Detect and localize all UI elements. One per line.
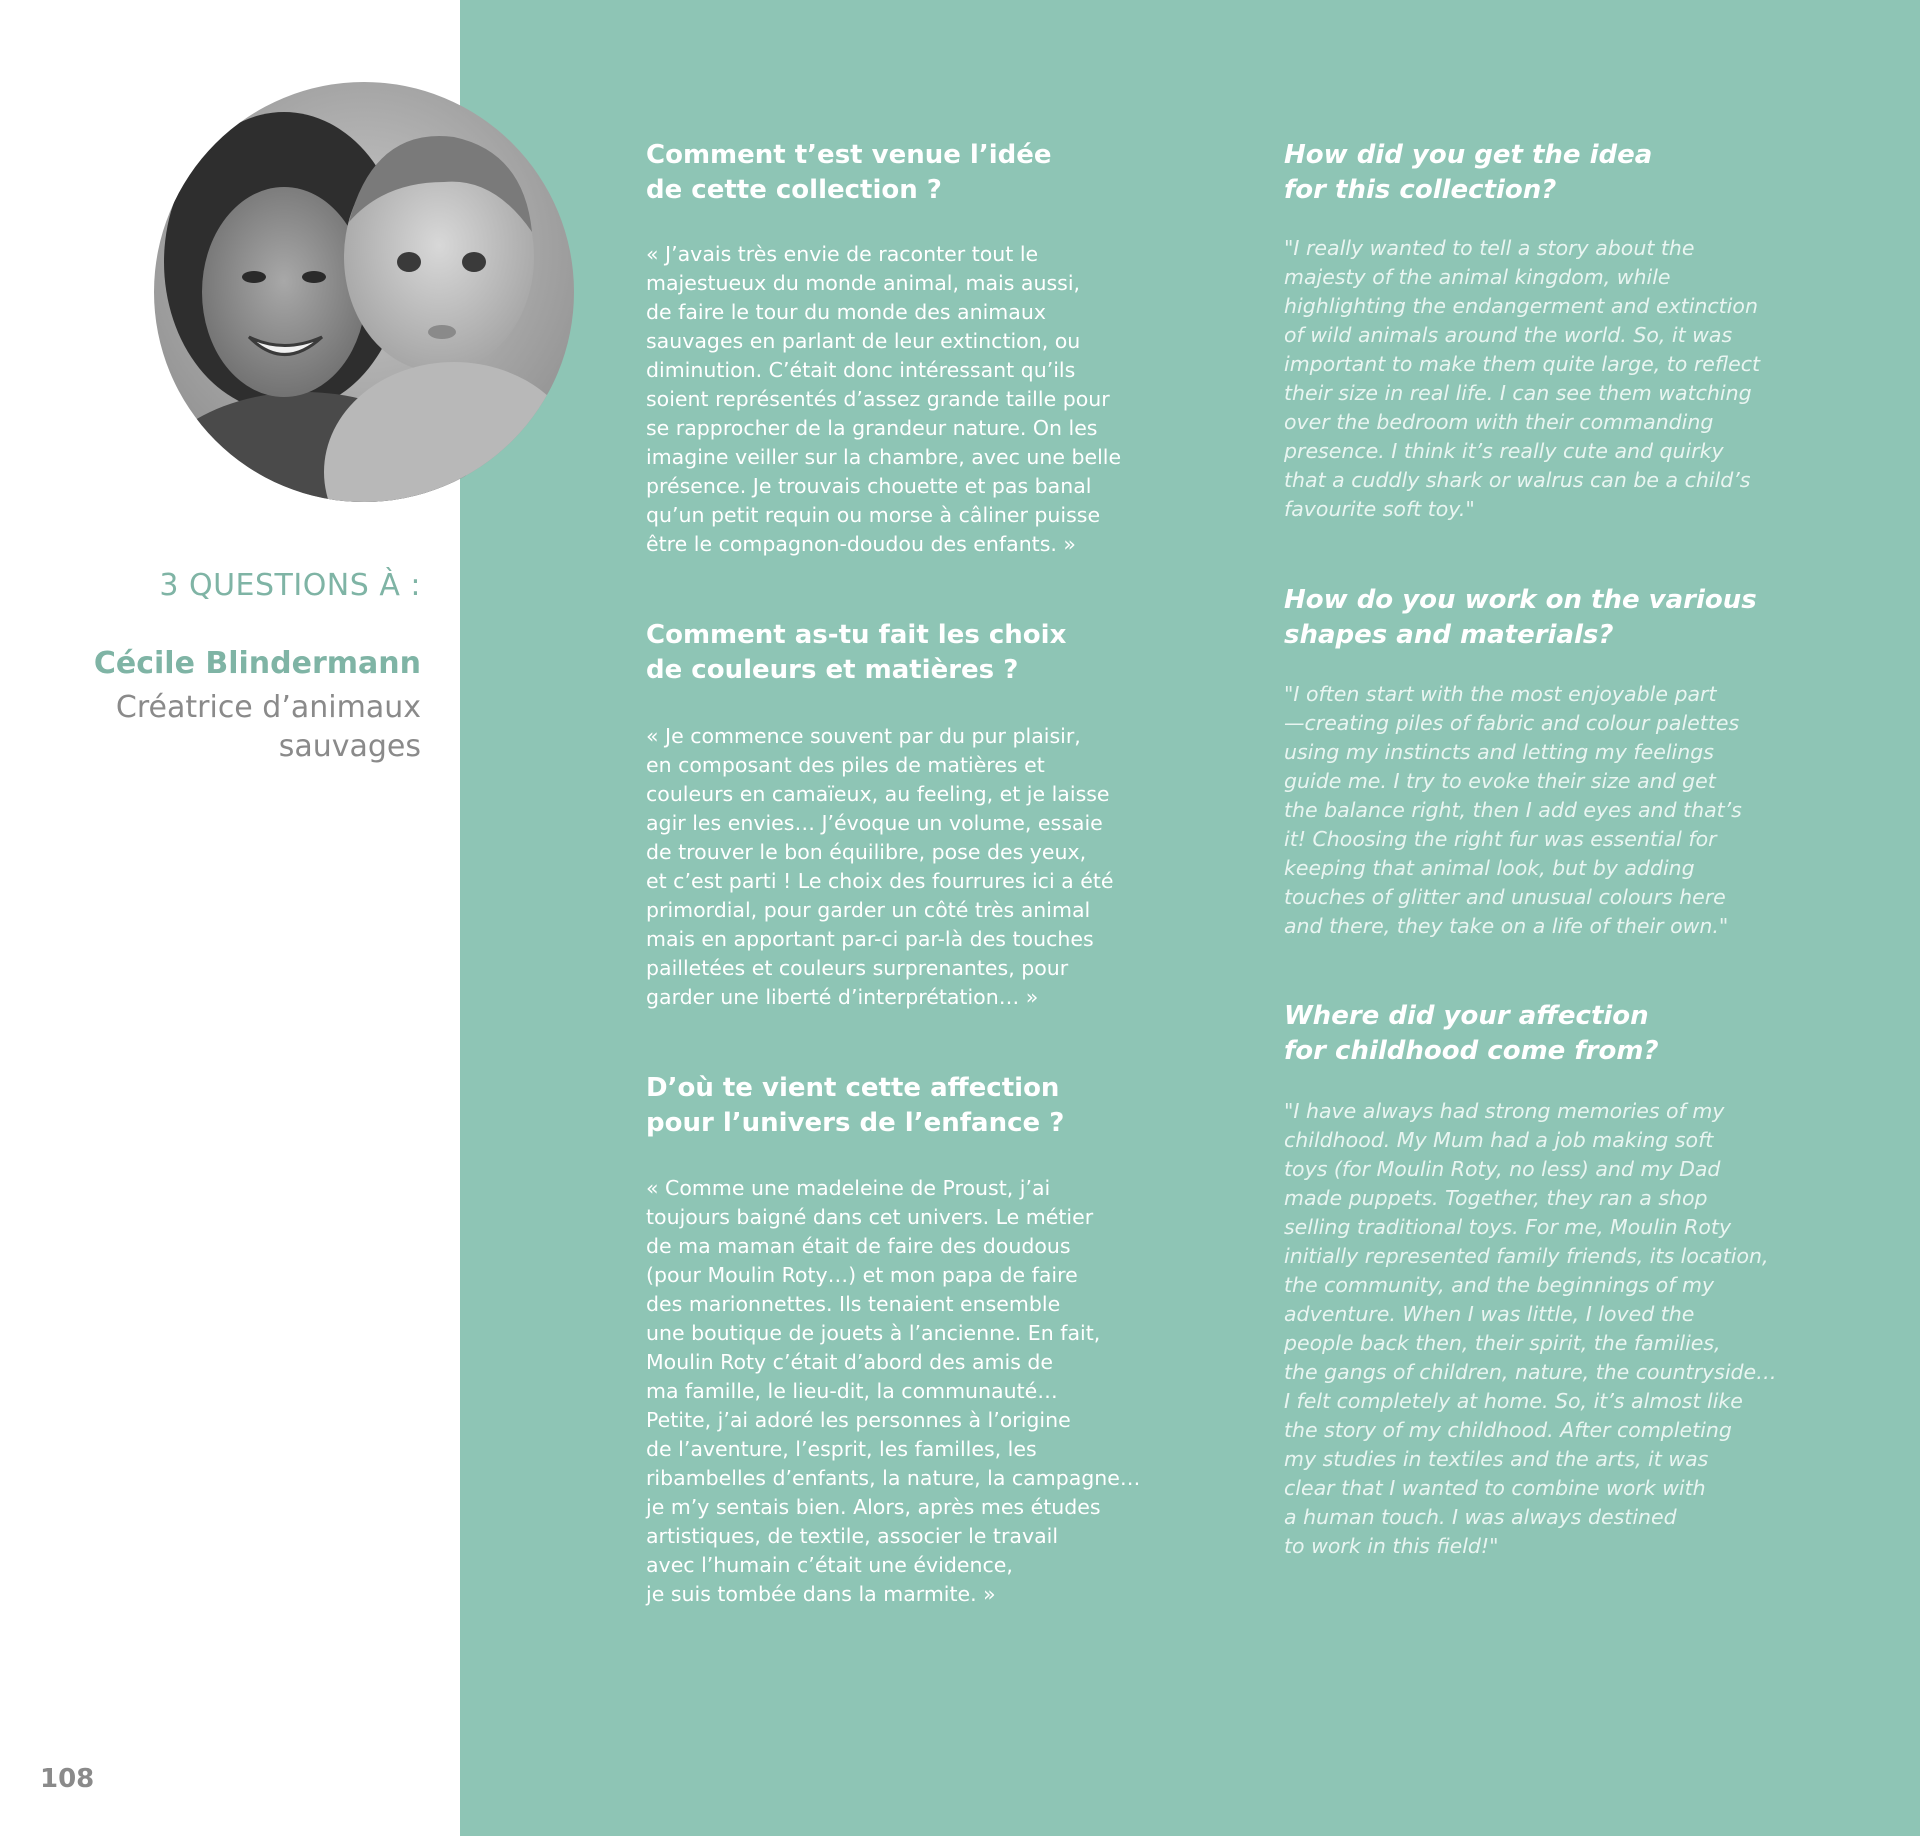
portrait-photo xyxy=(154,82,574,502)
french-answer-2: « Je commence souvent par du pur plaisir, en composant des piles de matières et couleurs en camaïeux, au feeling, et je laisse agir les envies… J’évoque un volume, essaie de trouver le bon équilibre, pose des yeux, et c’est parti ! Le choix des fourrures ici a été primordial, pour garder un côté très animal mais en apportant par-ci par-là des touches pailletées et couleurs surprenantes, pour garder une liberté d’interprétation… » xyxy=(646,724,1114,1009)
french-answer-3: « Comme une madeleine de Proust, j’ai toujours baigné dans cet univers. Le métier de ma maman était de faire des doudous (pour Moulin Roty…) et mon papa de faire des marionnettes. Ils tenaient ensemble une boutique de jouets à l’ancienne. En fait, Moulin Roty c’était d’abord des amis de ma famille, le lieu-dit, la communauté… Petite, j’ai adoré les personnes à l’origine de l’aventure, l’esprit, les familles, les ribambelles d’enfants, la nature, la campagne… je m’y sentais bien. Alors, après mes études artistiques, de textile, associer le travail avec l’humain c’était une évidence, je suis tombée dans la marmite. » xyxy=(646,1176,1141,1606)
person-name: Cécile Blindermann xyxy=(93,646,421,681)
english-question-3: Where did your affection for childhood come from? xyxy=(1284,1001,1659,1066)
english-answer-2: "I often start with the most enjoyable part —creating piles of fabric and colour palettes using my instincts and letting my feelings guide me. I try to evoke their size and get the balance right, then I add eyes and that’s it! Choosing the right fur was essential for keeping that animal look, but by adding touches of glitter and unusual colours here and there, they take on a life of their own." xyxy=(1284,682,1742,938)
person-role: Créatrice d’animaux sauvages xyxy=(115,690,421,764)
page-number: 108 xyxy=(40,1764,95,1794)
french-question-3: D’où te vient cette affection pour l’univers de l’enfance ? xyxy=(646,1073,1065,1138)
french-question-1: Comment t’est venue l’idée de cette collection ? xyxy=(646,140,1052,205)
portrait-image xyxy=(154,82,574,502)
english-answer-3: "I have always had strong memories of my childhood. My Mum had a job making soft toys (for Moulin Roty, no less) and my Dad made puppets. Together, they ran a shop selling traditional toys. For me, Moulin Roty initially represented family friends, its location, the community, and the beginnings of my adventure. When I was little, I loved the people back then, their spirit, the families, the gangs of children, nature, the countryside… I felt completely at home. So, it’s almost like the story of my childhood. After completing my studies in textiles and the arts, it was clear that I wanted to combine work with a human touch. I was always destined to work in this field!" xyxy=(1284,1099,1777,1558)
french-answer-1: « J’avais très envie de raconter tout le majestueux du monde animal, mais aussi, de faire le tour du monde des animaux sauvages en parlant de leur extinction, ou diminution. C’était donc intéressant qu’ils soient représentés d’assez grande taille pour se rapprocher de la grandeur nature. On les imagine veiller sur la chambre, avec une belle présence. Je trouvais chouette et pas banal qu’un petit requin ou morse à câliner puisse être le compagnon-doudou des enfants. » xyxy=(646,242,1122,556)
english-question-1: How did you get the idea for this collection? xyxy=(1284,140,1653,205)
english-answer-1: "I really wanted to tell a story about the majesty of the animal kingdom, while highlighting the endangerment and extinction of wild animals around the world. So, it was important to make them quite large, to reflect their size in real life. I can see them watching over the bedroom with their commanding presence. I think it’s really cute and quirky that a cuddly shark or walrus can be a child’s favourite soft toy." xyxy=(1284,236,1761,521)
questions-label: 3 QUESTIONS À : xyxy=(159,568,421,603)
english-question-2: How do you work on the various shapes and materials? xyxy=(1284,585,1757,650)
french-question-2: Comment as-tu fait les choix de couleurs et matières ? xyxy=(646,620,1067,685)
